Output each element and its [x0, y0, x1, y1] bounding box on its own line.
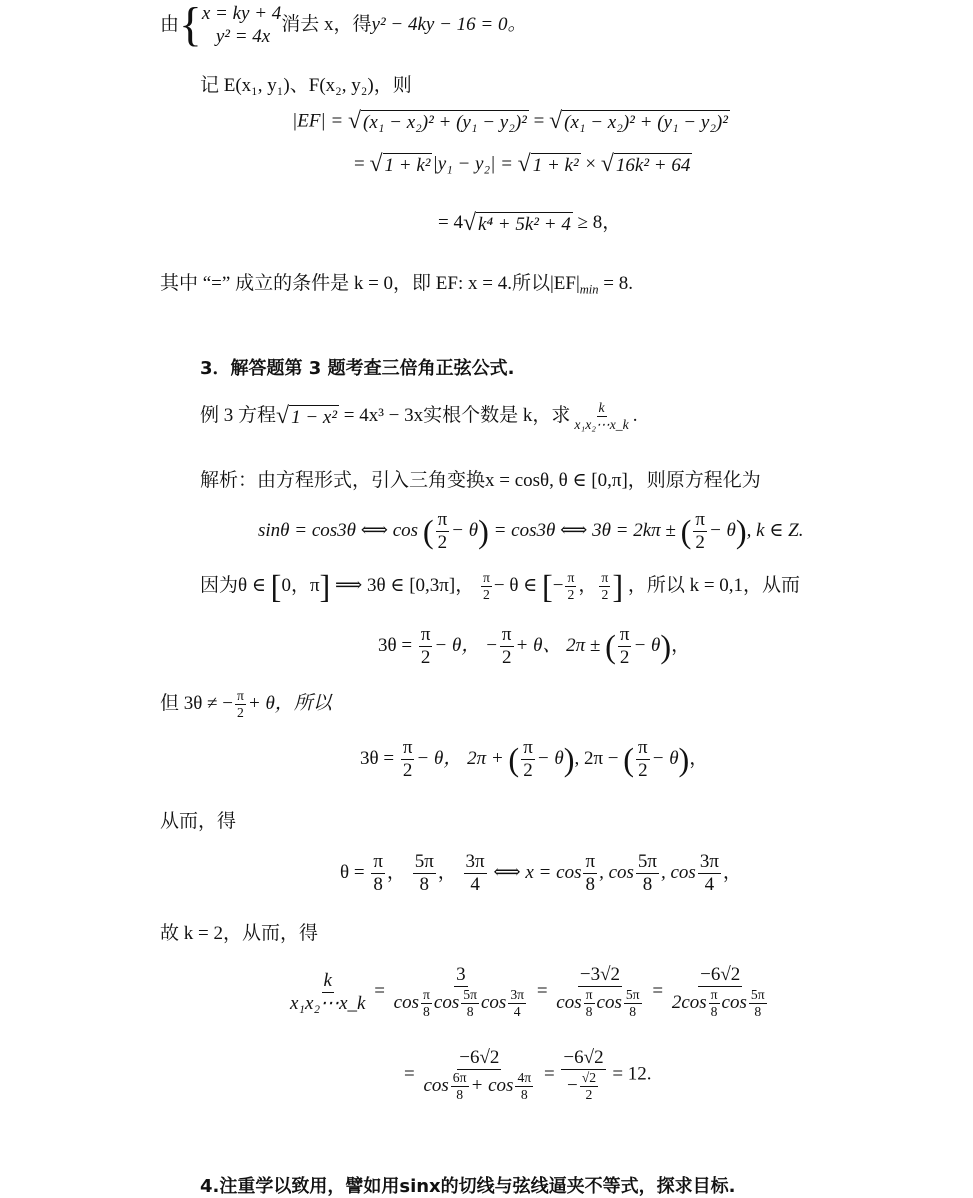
- three-theta-candidates-line: 3θ = $\frac{\pi}{2}$ − θ， − $\frac{\pi}{2}$ + θ、 2π ± ( $\frac{\pi}{2}$ − θ)，: [378, 624, 691, 668]
- pi-over-2: $\frac{\pi}{2}$: [638, 737, 648, 781]
- sqrt-16k2-64: √ 16k² + 64: [600, 151, 691, 177]
- pi-over-8: $\frac{\pi}{8}$: [373, 851, 383, 895]
- elimination-line: [160, 2, 527, 50]
- example-3-line: 例 3 方程 √ 1 − x² = 4x³ − 3x实根个数是 k，求 $\frac{k}{\text{x₁x₂⋯x\_k}}$ .: [200, 399, 638, 433]
- pi-over-2: $\frac{\pi}{2}$: [437, 509, 448, 553]
- 3pi-over-4: $\frac{3\pi}{4}$: [465, 851, 485, 895]
- text-eliminate: 消去 x，得: [281, 14, 372, 36]
- equation-system: [202, 3, 281, 49]
- pi-over-2: $\frac{\pi}{2}$: [695, 509, 705, 553]
- ef-distance-line: |EF| = √ (x₁ − x₂)² + (y₁ − y₂)² = √ (x₁ − x₂)² + (y₁ − y₂)²: [292, 108, 728, 134]
- pi-over-2: $\frac{\pi}{2}$: [402, 737, 413, 781]
- so-line: 故 k = 2，从而，得: [160, 923, 318, 944]
- k-over-product-fraction: $\frac{k}{\text{x₁x₂⋯x\_k}}$: [574, 399, 629, 433]
- 5pi-over-8: $\frac{5\pi}{8}$: [637, 851, 657, 895]
- trig-equation-line: sinθ = cos3θ ⟺ cos ( $\frac{\pi}{2}$ − θ) = cos3θ ⟺ 3θ = 2kπ ± ( $\frac{\pi}{2}$ − θ), k ∈ Z.: [258, 509, 804, 553]
- sqrt-distance-2: √ (x₁ − x₂)² + (y₁ − y₂)²: [549, 108, 728, 134]
- sqrt-one-minus-x2: √ 1 − x²: [276, 402, 338, 429]
- sqrt-k4-expression: √ k⁴ + 5k² + 4: [462, 209, 571, 236]
- k-over-product: $\frac{k}{\text{x₁x₂⋯x\_k}}$: [290, 969, 366, 1014]
- system-eq-1: x = ky + 4: [201, 2, 282, 24]
- 5pi-over-8: $\frac{5\pi}{8}$: [414, 851, 434, 895]
- three-over-cos-product: 3 cos $\frac{\pi}{8}$ cos $\frac{5\pi}{8}$ cos $\frac{3\pi}{4}$: [393, 964, 525, 1020]
- ef-lhs: |EF| =: [292, 110, 344, 132]
- 3pi-over-4: $\frac{3\pi}{4}$: [699, 851, 719, 895]
- three-theta-valid-line: 3θ = $\frac{\pi}{2}$ − θ， 2π + ( $\frac{\pi}{2}$ − θ), 2π − ( $\frac{\pi}{2}$ − θ)，: [360, 737, 709, 781]
- theta-values-line: θ = $\frac{\pi}{8}$ ， $\frac{5\pi}{8}$ ， $\frac{3\pi}{4}$ ⟺ x = cos $\frac{\pi}{8}$ , cos $\frac{5\pi}{8}$ , cos $\frac{3\pi}{4}$ ，: [340, 851, 742, 895]
- solution-intro-line: [200, 465, 761, 492]
- pi-over-2: $\frac{\pi}{2}$: [501, 624, 512, 668]
- pi-over-2: $\frac{\pi}{2}$: [237, 687, 244, 721]
- sqrt-one-plus-k2-b: √ 1 + k²: [517, 151, 579, 177]
- ef-simplify-line: = √ 1 + k² |y₁ − y₂| = √ 1 + k² × √ 16k² + 64: [354, 151, 691, 177]
- pi-over-2: $\frac{\pi}{2}$: [523, 737, 533, 781]
- pi-over-2: $\frac{\pi}{2}$: [420, 624, 431, 668]
- exclusion-line: 但 3θ ≠ − $\frac{\pi}{2}$ + θ，所以: [160, 687, 332, 721]
- sqrt-distance-1: √ (x₁ − x₂)² + (y₁ − y₂)²: [347, 108, 527, 134]
- system-brace: {: [179, 0, 202, 51]
- text-you: 由: [160, 14, 180, 36]
- pi-over-2: $\frac{\pi}{2}$: [482, 569, 490, 603]
- thus-line: 从而，得: [160, 811, 237, 832]
- neg-6root2-over-neg-root2-half: −6√2 − $\frac{√2}{2}$: [563, 1047, 604, 1103]
- pi-over-2: $\frac{\pi}{2}$: [567, 569, 575, 603]
- sqrt-one-plus-k2: √ 1 + k²: [369, 151, 431, 177]
- equality-condition-text: 其中 “=” 成立的条件是 k = 0，即 EF: x = 4.所以|EF|: [160, 273, 580, 294]
- pi-over-2: $\frac{\pi}{2}$: [601, 569, 609, 603]
- quadratic-equation: y² − 4ky − 16 = 0。: [371, 14, 527, 36]
- neg-6root2-sum-fraction: −6√2 cos $\frac{6\pi}{8}$ + cos $\frac{4\pi}{8}$: [423, 1047, 532, 1103]
- final-result-line: = −6√2 cos $\frac{6\pi}{8}$ + cos $\frac{4\pi}{8}$ = −6√2 − $\frac{√2}{2}$ = 12.: [404, 1047, 652, 1103]
- ef-bound-line: = 4 √ k⁴ + 5k² + 4 ≥ 8，: [438, 209, 622, 236]
- equality-condition-line: 其中 “=” 成立的条件是 k = 0，即 EF: x = 4.所以$|EF|_{min} = 8$.: [160, 273, 634, 297]
- points-notation-line: [200, 70, 412, 97]
- points-notation-text: 记 E(x₁, y₁)、F(x₂, y₂)，则: [200, 75, 412, 96]
- section-4-heading: 4.注重学以致用，譬如用sinx的切线与弦线逼夹不等式，探求目标.: [200, 1176, 736, 1197]
- neg-3root2-fraction: −3√2 cos $\frac{\pi}{8}$ cos $\frac{5\pi}{8}$: [556, 964, 640, 1020]
- neg-6root2-fraction: −6√2 2cos $\frac{\pi}{8}$ cos $\frac{5\pi}{8}$: [671, 964, 765, 1020]
- product-evaluation-line: $\frac{k}{\text{x₁x₂⋯x\_k}}$ = 3 cos $\frac{\pi}{8}$ cos $\frac{5\pi}{8}$ cos $\frac{3\pi}{4}$ = −3√2 cos $\frac{\pi}{8}$ cos $\frac{5\pi}{8}$ = −6√2 2cos $\frac{\pi}{8}$ cos $\frac{5\pi}{8}$: [286, 965, 773, 1020]
- range-line: 因为θ ∈ [0，π] ⟹ 3θ ∈ [0,3π]， $\frac{\pi}{2}$ − θ ∈ [− $\frac{\pi}{2}$ ， $\frac{\pi}{2}$ ] ，所以 k = 0,1，从而: [200, 568, 801, 605]
- pi-over-8: $\frac{\pi}{8}$: [585, 851, 596, 895]
- pi-over-2: $\frac{\pi}{2}$: [619, 624, 630, 668]
- system-eq-2: y² = 4x: [215, 25, 271, 47]
- section-3-heading: 3．解答题第 3 题考查三倍角正弦公式.: [200, 358, 515, 379]
- solution-intro-text: 解析：由方程形式，引入三角变换x = cosθ, θ ∈ [0,π]，则原方程化为: [200, 470, 761, 491]
- abs-y-difference: |y₁ − y₂| =: [432, 153, 513, 175]
